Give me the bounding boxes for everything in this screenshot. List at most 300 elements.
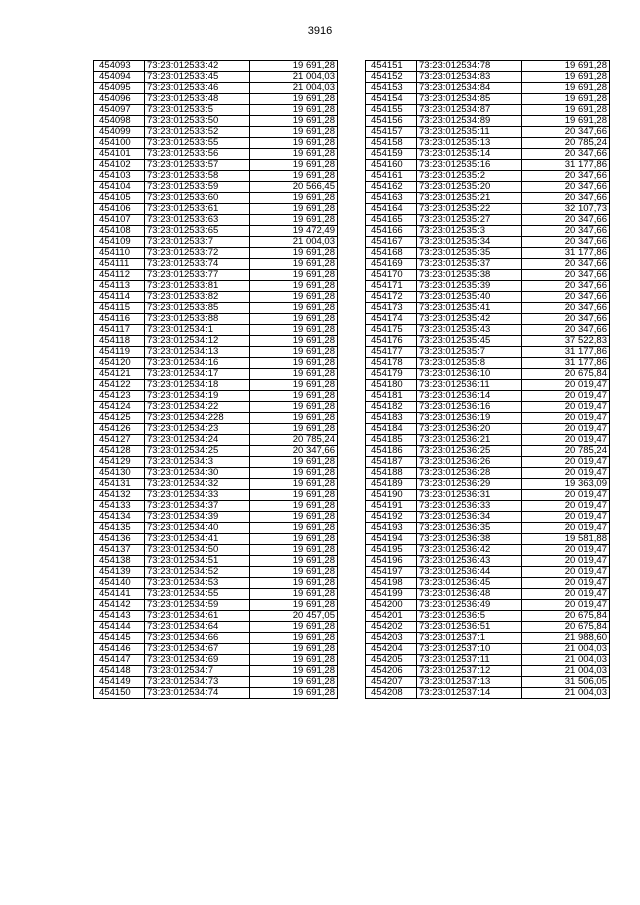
- cadastral-number: 73:23:012534:41: [145, 534, 250, 545]
- row-number: 454194: [366, 534, 417, 545]
- cadastral-number: 73:23:012534:67: [145, 644, 250, 655]
- table-row: [94, 633, 338, 644]
- cadastral-number: 73:23:012534:16: [145, 358, 250, 369]
- table-row: [366, 468, 610, 479]
- cadastral-number: 73:23:012537:14: [417, 688, 522, 699]
- row-number: 454108: [94, 226, 145, 237]
- table-row: [94, 413, 338, 424]
- cadastral-value: 20 347,66: [522, 149, 610, 160]
- cadastral-value: 19 691,28: [250, 127, 338, 138]
- cadastral-number: 73:23:012534:59: [145, 600, 250, 611]
- row-number: 454193: [366, 523, 417, 534]
- table-row: [366, 578, 610, 589]
- cadastral-number: 73:23:012536:28: [417, 468, 522, 479]
- row-number: 454185: [366, 435, 417, 446]
- cadastral-value: 20 347,66: [522, 314, 610, 325]
- cadastral-number: 73:23:012534:25: [145, 446, 250, 457]
- table-row: [94, 281, 338, 292]
- table-row: [366, 105, 610, 116]
- table-row: [94, 226, 338, 237]
- cadastral-number: 73:23:012536:34: [417, 512, 522, 523]
- cadastral-value: 20 019,47: [522, 413, 610, 424]
- cadastral-number: 73:23:012536:21: [417, 435, 522, 446]
- cadastral-number: 73:23:012535:21: [417, 193, 522, 204]
- row-number: 454137: [94, 545, 145, 556]
- cadastral-value: 21 004,03: [522, 644, 610, 655]
- cadastral-number: 73:23:012534:69: [145, 655, 250, 666]
- cadastral-value: 19 691,28: [522, 61, 610, 72]
- cadastral-number: 73:23:012533:65: [145, 226, 250, 237]
- cadastral-number: 73:23:012535:7: [417, 347, 522, 358]
- cadastral-number: 73:23:012535:35: [417, 248, 522, 259]
- cadastral-number: 73:23:012536:29: [417, 479, 522, 490]
- row-number: 454122: [94, 380, 145, 391]
- cadastral-number: 73:23:012533:45: [145, 72, 250, 83]
- cadastral-value: 19 691,28: [250, 655, 338, 666]
- cadastral-value: 19 691,28: [522, 105, 610, 116]
- cadastral-number: 73:23:012537:13: [417, 677, 522, 688]
- table-row: [366, 413, 610, 424]
- cadastral-value: 20 019,47: [522, 391, 610, 402]
- cadastral-value: 20 019,47: [522, 457, 610, 468]
- cadastral-value: 19 691,28: [250, 369, 338, 380]
- cadastral-number: 73:23:012534:55: [145, 589, 250, 600]
- table-row: [366, 226, 610, 237]
- cadastral-number: 73:23:012534:78: [417, 61, 522, 72]
- cadastral-number: 73:23:012534:40: [145, 523, 250, 534]
- row-number: 454110: [94, 248, 145, 259]
- row-number: 454134: [94, 512, 145, 523]
- row-number: 454190: [366, 490, 417, 501]
- cadastral-number: 73:23:012536:49: [417, 600, 522, 611]
- row-number: 454114: [94, 292, 145, 303]
- cadastral-value: 19 691,28: [250, 688, 338, 699]
- cadastral-value: 31 177,86: [522, 358, 610, 369]
- cadastral-value: 31 177,86: [522, 160, 610, 171]
- cadastral-number: 73:23:012533:50: [145, 116, 250, 127]
- cadastral-number: 73:23:012536:51: [417, 622, 522, 633]
- cadastral-number: 73:23:012534:89: [417, 116, 522, 127]
- row-number: 454124: [94, 402, 145, 413]
- row-number: 454095: [94, 83, 145, 94]
- row-number: 454131: [94, 479, 145, 490]
- table-row: [94, 248, 338, 259]
- cadastral-number: 73:23:012534:13: [145, 347, 250, 358]
- cadastral-number: 73:23:012533:46: [145, 83, 250, 94]
- table-row: [366, 644, 610, 655]
- row-number: 454127: [94, 435, 145, 446]
- cadastral-value: 19 691,28: [250, 644, 338, 655]
- row-number: 454151: [366, 61, 417, 72]
- row-number: 454109: [94, 237, 145, 248]
- cadastral-number: 73:23:012533:55: [145, 138, 250, 149]
- table-row: [366, 391, 610, 402]
- row-number: 454177: [366, 347, 417, 358]
- cadastral-value: 20 019,47: [522, 512, 610, 523]
- table-row: [366, 116, 610, 127]
- cadastral-value: 20 019,47: [522, 589, 610, 600]
- table-row: [94, 259, 338, 270]
- row-number: 454152: [366, 72, 417, 83]
- cadastral-number: 73:23:012536:35: [417, 523, 522, 534]
- cadastral-value: 19 691,28: [250, 248, 338, 259]
- cadastral-number: 73:23:012535:2: [417, 171, 522, 182]
- cadastral-number: 73:23:012535:3: [417, 226, 522, 237]
- cadastral-number: 73:23:012534:83: [417, 72, 522, 83]
- row-number: 454178: [366, 358, 417, 369]
- table-row: [366, 567, 610, 578]
- cadastral-number: 73:23:012535:45: [417, 336, 522, 347]
- cadastral-number: 73:23:012534:85: [417, 94, 522, 105]
- table-row: [94, 677, 338, 688]
- cadastral-value: 19 691,28: [250, 578, 338, 589]
- row-number: 454135: [94, 523, 145, 534]
- cadastral-value: 19 691,28: [250, 556, 338, 567]
- cadastral-number: 73:23:012534:50: [145, 545, 250, 556]
- table-row: [366, 490, 610, 501]
- table-row: [94, 545, 338, 556]
- cadastral-number: 73:23:012536:44: [417, 567, 522, 578]
- table-row: [94, 391, 338, 402]
- cadastral-value: 20 347,66: [522, 259, 610, 270]
- table-row: [366, 336, 610, 347]
- cadastral-value: 19 691,28: [250, 468, 338, 479]
- cadastral-number: 73:23:012534:23: [145, 424, 250, 435]
- cadastral-number: 73:23:012535:42: [417, 314, 522, 325]
- cadastral-value: 19 691,28: [250, 314, 338, 325]
- table-row: [94, 61, 338, 72]
- table-row: [366, 138, 610, 149]
- row-number: 454199: [366, 589, 417, 600]
- cadastral-value: 19 691,28: [250, 479, 338, 490]
- table-row: [366, 237, 610, 248]
- cadastral-value: 19 581,88: [522, 534, 610, 545]
- table-row: [366, 457, 610, 468]
- cadastral-number: 73:23:012534:52: [145, 567, 250, 578]
- row-number: 454107: [94, 215, 145, 226]
- row-number: 454184: [366, 424, 417, 435]
- table-row: [94, 512, 338, 523]
- cadastral-number: 73:23:012534:51: [145, 556, 250, 567]
- row-number: 454100: [94, 138, 145, 149]
- cadastral-number: 73:23:012536:45: [417, 578, 522, 589]
- table-row: [366, 314, 610, 325]
- row-number: 454119: [94, 347, 145, 358]
- table-row: [94, 204, 338, 215]
- cadastral-value: 19 691,28: [250, 281, 338, 292]
- table-row: [94, 424, 338, 435]
- row-number: 454173: [366, 303, 417, 314]
- cadastral-number: 73:23:012534:74: [145, 688, 250, 699]
- cadastral-number: 73:23:012534:84: [417, 83, 522, 94]
- row-number: 454112: [94, 270, 145, 281]
- table-row: [366, 149, 610, 160]
- cadastral-value: 20 457,05: [250, 611, 338, 622]
- cadastral-number: 73:23:012533:7: [145, 237, 250, 248]
- cadastral-number: 73:23:012534:7: [145, 666, 250, 677]
- cadastral-number: 73:23:012534:3: [145, 457, 250, 468]
- row-number: 454117: [94, 325, 145, 336]
- table-row: [366, 435, 610, 446]
- table-row: [94, 468, 338, 479]
- cadastral-value: 19 691,28: [250, 215, 338, 226]
- cadastral-number: 73:23:012534:39: [145, 512, 250, 523]
- table-row: [94, 622, 338, 633]
- cadastral-number: 73:23:012535:39: [417, 281, 522, 292]
- row-number: 454181: [366, 391, 417, 402]
- cadastral-number: 73:23:012534:32: [145, 479, 250, 490]
- cadastral-value: 31 177,86: [522, 248, 610, 259]
- table-row: [94, 116, 338, 127]
- cadastral-number: 73:23:012533:63: [145, 215, 250, 226]
- cadastral-number: 73:23:012533:48: [145, 94, 250, 105]
- table-row: [94, 336, 338, 347]
- table-row: [94, 303, 338, 314]
- cadastral-number: 73:23:012536:19: [417, 413, 522, 424]
- table-row: [366, 193, 610, 204]
- row-number: 454206: [366, 666, 417, 677]
- table-row: [94, 666, 338, 677]
- row-number: 454142: [94, 600, 145, 611]
- cadastral-value: 19 691,28: [250, 633, 338, 644]
- row-number: 454161: [366, 171, 417, 182]
- row-number: 454166: [366, 226, 417, 237]
- cadastral-number: 73:23:012537:1: [417, 633, 522, 644]
- row-number: 454101: [94, 149, 145, 160]
- table-row: [366, 677, 610, 688]
- row-number: 454168: [366, 248, 417, 259]
- row-number: 454180: [366, 380, 417, 391]
- row-number: 454102: [94, 160, 145, 171]
- row-number: 454202: [366, 622, 417, 633]
- cadastral-value: 20 347,66: [522, 270, 610, 281]
- cadastral-value: 19 691,28: [250, 61, 338, 72]
- cadastral-number: 73:23:012535:13: [417, 138, 522, 149]
- cadastral-value: 19 691,28: [250, 534, 338, 545]
- table-row: [94, 237, 338, 248]
- cadastral-value: 19 691,28: [250, 149, 338, 160]
- cadastral-value: 19 691,28: [250, 380, 338, 391]
- row-number: 454155: [366, 105, 417, 116]
- cadastral-number: 73:23:012535:40: [417, 292, 522, 303]
- table-row: [366, 259, 610, 270]
- row-number: 454106: [94, 204, 145, 215]
- cadastral-value: 19 691,28: [250, 204, 338, 215]
- cadastral-number: 73:23:012535:14: [417, 149, 522, 160]
- row-number: 454188: [366, 468, 417, 479]
- row-number: 454126: [94, 424, 145, 435]
- table-row: [94, 270, 338, 281]
- cadastral-number: 73:23:012534:24: [145, 435, 250, 446]
- cadastral-value: 20 347,66: [522, 325, 610, 336]
- cadastral-value: 19 691,28: [250, 94, 338, 105]
- table-row: [94, 182, 338, 193]
- cadastral-value: 19 691,28: [522, 94, 610, 105]
- cadastral-number: 73:23:012537:11: [417, 655, 522, 666]
- row-number: 454140: [94, 578, 145, 589]
- table-row: [366, 523, 610, 534]
- table-row: [94, 644, 338, 655]
- cadastral-number: 73:23:012535:8: [417, 358, 522, 369]
- cadastral-number: 73:23:012533:82: [145, 292, 250, 303]
- row-number: 454121: [94, 369, 145, 380]
- cadastral-value: 19 691,28: [250, 545, 338, 556]
- table-row: [366, 160, 610, 171]
- cadastral-value: 19 691,28: [250, 193, 338, 204]
- cadastral-value: 19 691,28: [250, 336, 338, 347]
- cadastral-value: 19 472,49: [250, 226, 338, 237]
- cadastral-number: 73:23:012535:11: [417, 127, 522, 138]
- table-row: [94, 138, 338, 149]
- row-number: 454097: [94, 105, 145, 116]
- cadastral-value: 19 691,28: [250, 138, 338, 149]
- cadastral-value: 21 004,03: [250, 237, 338, 248]
- cadastral-number: 73:23:012534:19: [145, 391, 250, 402]
- cadastral-number: 73:23:012537:12: [417, 666, 522, 677]
- cadastral-number: 73:23:012533:56: [145, 149, 250, 160]
- cadastral-number: 73:23:012536:42: [417, 545, 522, 556]
- cadastral-value: 20 019,47: [522, 567, 610, 578]
- left-table: [93, 60, 338, 699]
- cadastral-number: 73:23:012536:48: [417, 589, 522, 600]
- row-number: 454187: [366, 457, 417, 468]
- cadastral-value: 19 691,28: [250, 589, 338, 600]
- row-number: 454156: [366, 116, 417, 127]
- cadastral-value: 21 004,03: [522, 666, 610, 677]
- table-row: [366, 556, 610, 567]
- row-number: 454105: [94, 193, 145, 204]
- cadastral-value: 20 019,47: [522, 490, 610, 501]
- cadastral-value: 21 004,03: [522, 688, 610, 699]
- cadastral-number: 73:23:012533:74: [145, 259, 250, 270]
- row-number: 454207: [366, 677, 417, 688]
- row-number: 454128: [94, 446, 145, 457]
- row-number: 454158: [366, 138, 417, 149]
- cadastral-number: 73:23:012534:66: [145, 633, 250, 644]
- table-row: [94, 215, 338, 226]
- cadastral-number: 73:23:012535:22: [417, 204, 522, 215]
- table-row: [366, 347, 610, 358]
- row-number: 454148: [94, 666, 145, 677]
- cadastral-number: 73:23:012533:60: [145, 193, 250, 204]
- cadastral-number: 73:23:012533:72: [145, 248, 250, 259]
- cadastral-value: 19 691,28: [250, 347, 338, 358]
- table-row: [94, 149, 338, 160]
- cadastral-value: 19 691,28: [250, 171, 338, 182]
- cadastral-value: 19 691,28: [250, 600, 338, 611]
- table-row: [94, 435, 338, 446]
- table-row: [94, 127, 338, 138]
- row-number: 454162: [366, 182, 417, 193]
- cadastral-value: 31 506,05: [522, 677, 610, 688]
- row-number: 454165: [366, 215, 417, 226]
- table-row: [94, 72, 338, 83]
- cadastral-value: 19 691,28: [250, 116, 338, 127]
- cadastral-value: 37 522,83: [522, 336, 610, 347]
- row-number: 454191: [366, 501, 417, 512]
- row-number: 454096: [94, 94, 145, 105]
- cadastral-number: 73:23:012534:37: [145, 501, 250, 512]
- cadastral-number: 73:23:012533:61: [145, 204, 250, 215]
- cadastral-value: 19 691,28: [522, 72, 610, 83]
- row-number: 454146: [94, 644, 145, 655]
- row-number: 454164: [366, 204, 417, 215]
- table-row: [94, 171, 338, 182]
- cadastral-number: 73:23:012536:20: [417, 424, 522, 435]
- cadastral-value: 20 019,47: [522, 556, 610, 567]
- cadastral-value: 20 019,47: [522, 501, 610, 512]
- cadastral-value: 19 691,28: [250, 424, 338, 435]
- row-number: 454195: [366, 545, 417, 556]
- row-number: 454183: [366, 413, 417, 424]
- table-row: [366, 303, 610, 314]
- cadastral-value: 19 691,28: [250, 501, 338, 512]
- table-row: [94, 490, 338, 501]
- cadastral-number: 73:23:012535:20: [417, 182, 522, 193]
- cadastral-number: 73:23:012534:30: [145, 468, 250, 479]
- row-number: 454203: [366, 633, 417, 644]
- row-number: 454186: [366, 446, 417, 457]
- cadastral-number: 73:23:012534:53: [145, 578, 250, 589]
- table-row: [366, 182, 610, 193]
- cadastral-number: 73:23:012533:42: [145, 61, 250, 72]
- row-number: 454176: [366, 336, 417, 347]
- cadastral-value: 20 566,45: [250, 182, 338, 193]
- row-number: 454144: [94, 622, 145, 633]
- table-row: [366, 380, 610, 391]
- table-row: [366, 446, 610, 457]
- cadastral-value: 20 347,66: [522, 171, 610, 182]
- row-number: 454129: [94, 457, 145, 468]
- cadastral-value: 19 691,28: [250, 105, 338, 116]
- table-row: [366, 589, 610, 600]
- table-row: [366, 325, 610, 336]
- table-row: [94, 292, 338, 303]
- cadastral-number: 73:23:012534:228: [145, 413, 250, 424]
- row-number: 454113: [94, 281, 145, 292]
- cadastral-value: 19 691,28: [250, 523, 338, 534]
- row-number: 454169: [366, 259, 417, 270]
- cadastral-value: 20 347,66: [522, 127, 610, 138]
- cadastral-value: 20 785,24: [250, 435, 338, 446]
- row-number: 454157: [366, 127, 417, 138]
- row-number: 454136: [94, 534, 145, 545]
- cadastral-value: 19 363,09: [522, 479, 610, 490]
- row-number: 454200: [366, 600, 417, 611]
- cadastral-number: 73:23:012535:41: [417, 303, 522, 314]
- cadastral-value: 19 691,28: [250, 358, 338, 369]
- row-number: 454149: [94, 677, 145, 688]
- table-row: [94, 446, 338, 457]
- row-number: 454159: [366, 149, 417, 160]
- row-number: 454138: [94, 556, 145, 567]
- cadastral-value: 19 691,28: [250, 567, 338, 578]
- cadastral-number: 73:23:012537:10: [417, 644, 522, 655]
- table-row: [94, 380, 338, 391]
- table-row: [94, 83, 338, 94]
- row-number: 454130: [94, 468, 145, 479]
- row-number: 454139: [94, 567, 145, 578]
- table-row: [366, 622, 610, 633]
- cadastral-number: 73:23:012536:14: [417, 391, 522, 402]
- row-number: 454098: [94, 116, 145, 127]
- row-number: 454111: [94, 259, 145, 270]
- cadastral-value: 19 691,28: [250, 413, 338, 424]
- row-number: 454197: [366, 567, 417, 578]
- table-row: [94, 402, 338, 413]
- right-table: [365, 60, 610, 699]
- cadastral-value: 20 347,66: [522, 281, 610, 292]
